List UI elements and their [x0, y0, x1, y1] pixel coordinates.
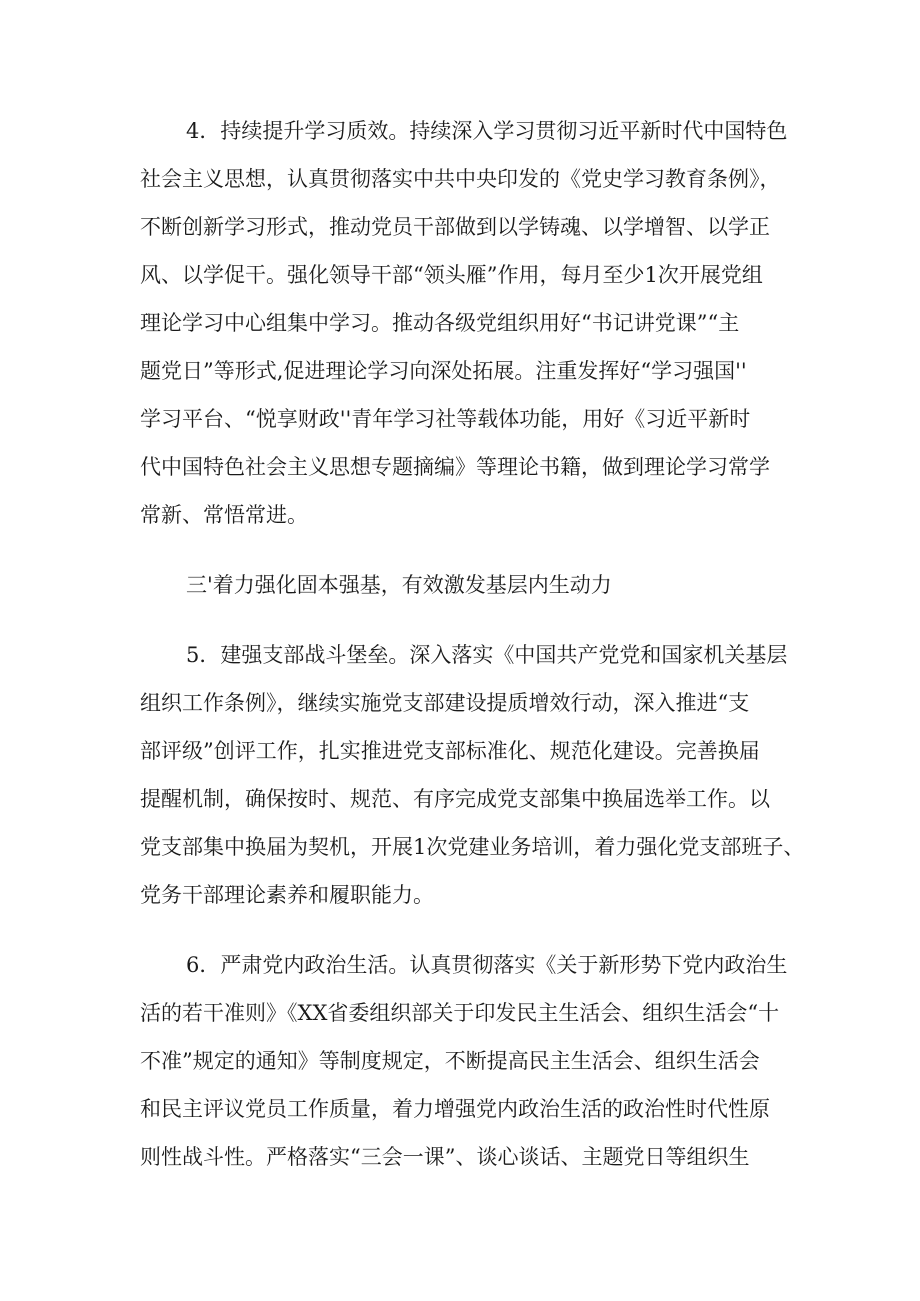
paragraph-line: 常新、常悟常进。	[140, 503, 308, 527]
paragraph-line: 和民主评议党员工作质量，着力增强党内政治生活的政治性时代性原	[140, 1097, 770, 1121]
paragraph-line: 理论学习中心组集中学习。推动各级党组织用好“书记讲党课”“主	[140, 311, 740, 335]
section-heading-3: 三'着力强化固本强基，有效激发基层内生动力	[186, 573, 612, 597]
paragraph-line: 学习平台、“悦享财政''青年学习社等载体功能，用好《习近平新时	[140, 407, 751, 431]
paragraph-line: 则性战斗性。严格落实“三会一课”、谈心谈话、主题党日等组织生	[140, 1145, 750, 1169]
paragraph-line: 活的若干准则》《XX省委组织部关于印发民主生活会、组织生活会“十	[140, 1001, 780, 1025]
paragraph-line: 4．持续提升学习质效。持续深入学习贯彻习近平新时代中国特色	[186, 119, 788, 143]
paragraph-line: 党支部集中换届为契机，开展1次党建业务培训，着力强化党支部班子、	[140, 835, 805, 859]
paragraph-line: 5．建强支部战斗堡垒。深入落实《中国共产党党和国家机关基层	[186, 643, 788, 667]
paragraph-line: 代中国特色社会主义思想专题摘编》等理论书籍，做到理论学习常学	[140, 455, 770, 479]
paragraph-line: 组织工作条例》，继续实施党支部建设提质增效行动，深入推进“支	[140, 691, 750, 715]
paragraph-line: 社会主义思想，认真贯彻落实中共中央印发的《党史学习教育条例》，	[140, 167, 781, 191]
paragraph-line: 提醒机制，确保按时、规范、有序完成党支部集中换届选举工作。以	[140, 787, 770, 811]
paragraph-line: 不准”规定的通知》等制度规定，不断提高民主生活会、组织生活会	[140, 1049, 760, 1073]
paragraph-line: 党务干部理论素养和履职能力。	[140, 883, 434, 907]
paragraph-line: 部评级”创评工作，扎实推进党支部标准化、规范化建设。完善换届	[140, 739, 760, 763]
paragraph-line: 6．严肃党内政治生活。认真贯彻落实《关于新形势下党内政治生	[186, 953, 788, 977]
paragraph-line: 题党日”等形式,促进理论学习向深处拓展。注重发挥好“学习强国''	[140, 359, 747, 383]
paragraph-line: 风、以学促干。强化领导干部“领头雁”作用，每月至少1次开展党组	[140, 263, 763, 287]
paragraph-line: 不断创新学习形式，推动党员干部做到以学铸魂、以学增智、以学正	[140, 215, 770, 239]
